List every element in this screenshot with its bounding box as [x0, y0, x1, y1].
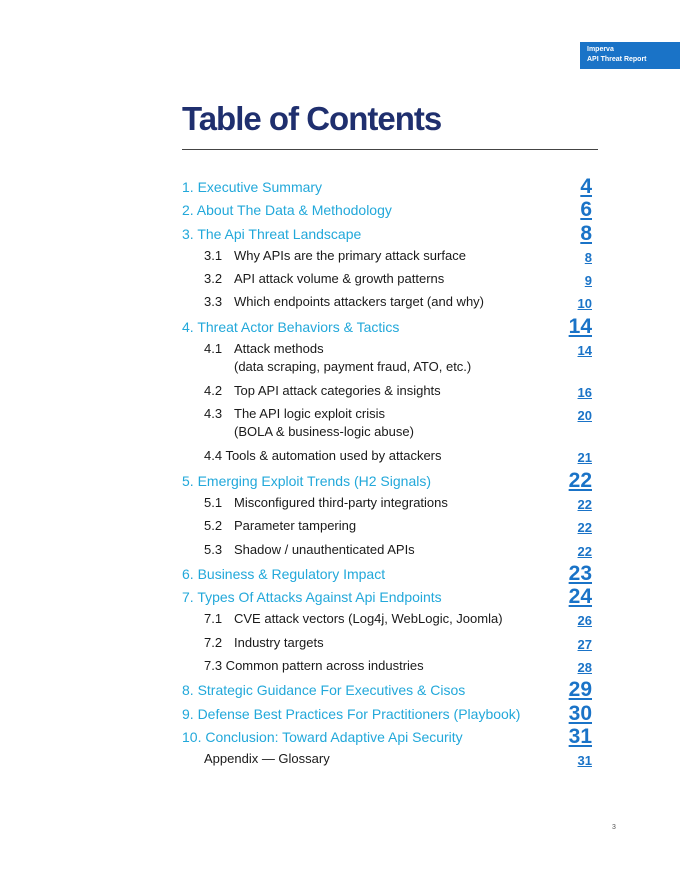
toc-entry[interactable]: [182, 315, 592, 338]
toc-entry[interactable]: [182, 245, 592, 268]
toc-entry-text: [182, 562, 385, 586]
toc-entry-label-group: [182, 469, 431, 493]
toc-page-link[interactable]: 22: [568, 468, 592, 492]
toc-entry-number: 3.2: [204, 271, 223, 287]
toc-page-link[interactable]: 9: [584, 273, 592, 289]
toc-entry[interactable]: [182, 678, 592, 701]
toc-entry-text: [204, 245, 466, 265]
toc-entry-label-group: [182, 725, 463, 749]
toc-entry-label: Why APIs are the primary attack surface: [234, 247, 466, 263]
toc-entry-label: API attack volume & growth patterns: [234, 271, 445, 287]
toc-entry[interactable]: [182, 198, 592, 221]
toc-entry-label: 5. Emerging Exploit Trends (H2 Signals): [182, 472, 431, 489]
toc-entry-label: Appendix — Glossary: [204, 751, 330, 767]
toc-entry-label: Shadow / unauthenticated APIs: [234, 541, 415, 557]
toc-entry-label-group: [182, 198, 392, 222]
toc-entry-text: [204, 291, 484, 311]
toc-entry-label-group: [234, 541, 415, 559]
toc-entry-label: 9. Defense Best Practices For Practitioners (Playbook): [182, 705, 521, 722]
toc-entry-text: [204, 748, 330, 768]
title-divider: [182, 149, 598, 150]
toc-entry-label: 2. About The Data & Methodology: [182, 202, 392, 219]
toc-entry-number: 7.2: [204, 634, 223, 650]
toc-entry-label: 1. Executive Summary: [182, 179, 323, 195]
toc-entry-text: [204, 403, 414, 441]
toc-entry-label: Which endpoints attackers target (and why): [234, 294, 485, 310]
toc-entry[interactable]: [182, 469, 592, 492]
toc-page-link[interactable]: 31: [568, 724, 592, 748]
toc-page-link[interactable]: 8: [584, 249, 592, 265]
toc-entry-number: 5.2: [204, 518, 223, 534]
toc-page-link[interactable]: 26: [577, 613, 592, 629]
page-number: 3: [612, 824, 616, 831]
toc-entry-number: 4.2: [204, 383, 223, 399]
toc-entry-label: 6. Business & Regulatory Impact: [182, 565, 386, 582]
toc-entry-label-group: [234, 405, 414, 441]
toc-entry-label: Attack methods: [234, 341, 324, 357]
toc-entry-text: [204, 268, 444, 288]
toc-entry-label: Top API attack categories & insights: [234, 383, 441, 399]
toc-entry-text: [182, 678, 465, 702]
toc-entry-label: 10. Conclusion: Toward Adaptive Api Security: [182, 728, 463, 745]
toc-entry-text: [204, 608, 503, 628]
tab-report-name: API Threat Report: [587, 56, 647, 63]
toc-page-link[interactable]: 10: [577, 296, 592, 312]
toc-entry[interactable]: [182, 562, 592, 585]
toc-entry[interactable]: [182, 380, 592, 403]
toc-entry[interactable]: [182, 268, 592, 291]
toc-entry-label: Parameter tampering: [234, 518, 357, 534]
toc-entry-label-group: [204, 657, 424, 675]
toc-page-link[interactable]: 22: [577, 543, 592, 559]
toc-entry-label-group: [182, 175, 322, 199]
toc-entry-label: Misconfigured third-party integrations: [234, 494, 448, 510]
toc-page-link[interactable]: 31: [577, 753, 592, 769]
toc-entry-label-group: [182, 562, 385, 586]
toc-entry-label-group: [182, 315, 399, 339]
toc-entry-text: [204, 632, 324, 652]
toc-entry-label-group: [182, 222, 361, 246]
toc-page-link[interactable]: 23: [568, 561, 592, 585]
toc-page-link[interactable]: 8: [580, 221, 592, 245]
toc-entry[interactable]: [182, 585, 592, 608]
toc-entry-label-group: [182, 678, 465, 702]
page-title: Table of Contents: [182, 100, 442, 137]
toc-entry-label: 8. Strategic Guidance For Executives & Cisos: [182, 682, 466, 699]
toc-entry-label-continued: (BOLA & business-logic abuse): [234, 424, 414, 440]
report-tab: [580, 42, 680, 69]
toc-entry-label: CVE attack vectors (Log4j, WebLogic, Joomla): [234, 611, 503, 627]
toc-page-link[interactable]: 22: [577, 520, 592, 536]
toc-page-link[interactable]: 4: [580, 175, 592, 198]
toc-entry[interactable]: [182, 608, 592, 631]
toc-entry-text: [204, 445, 442, 465]
toc-entry[interactable]: [182, 492, 592, 515]
toc-entry-number: 3.3: [204, 294, 223, 310]
toc-page-link[interactable]: 22: [577, 496, 592, 512]
toc-entry-text: [182, 175, 322, 199]
toc-entry-label: The API logic exploit crisis: [234, 406, 386, 422]
toc-entry-label-group: [234, 247, 466, 265]
toc-entry[interactable]: [182, 748, 592, 771]
toc-page-link[interactable]: 24: [568, 585, 592, 609]
toc-entry-text: [182, 469, 431, 493]
toc-entry[interactable]: [182, 655, 592, 678]
toc-entry-label-group: [234, 634, 324, 652]
toc-entry-number: 5.3: [204, 541, 223, 557]
toc-entry-number: 3.1: [204, 247, 223, 263]
toc-entry-label-continued: (data scraping, payment fraud, ATO, etc.): [234, 359, 472, 375]
toc-entry-label-group: [234, 610, 503, 628]
toc-entry-text: [204, 655, 424, 675]
toc-entry-label-group: [234, 517, 356, 535]
toc-entry-text: [204, 380, 441, 400]
toc-entry-text: [182, 222, 361, 246]
table-of-contents: [182, 175, 592, 772]
toc-page-link[interactable]: 6: [580, 198, 592, 222]
toc-page-link[interactable]: 30: [568, 701, 592, 725]
toc-entry-text: [182, 198, 392, 222]
toc-entry[interactable]: [182, 291, 592, 314]
toc-entry[interactable]: [182, 175, 592, 198]
toc-entry-number: 4.3: [204, 406, 223, 422]
toc-entry-label-group: [234, 494, 448, 512]
toc-entry[interactable]: [182, 702, 592, 725]
toc-entry-label: 4. Threat Actor Behaviors & Tactics: [182, 318, 400, 335]
toc-entry-label-group: [234, 270, 444, 288]
toc-entry[interactable]: [182, 222, 592, 245]
toc-page-link[interactable]: 29: [568, 678, 592, 702]
toc-entry-number: 4.1: [204, 341, 223, 357]
toc-entry[interactable]: [182, 515, 592, 538]
toc-entry-label-group: [182, 702, 520, 726]
toc-entry-text: [204, 515, 356, 535]
toc-entry-text: [182, 315, 399, 339]
toc-entry-label: 3. The Api Threat Landscape: [182, 225, 362, 242]
toc-entry-text: [204, 492, 448, 512]
toc-entry[interactable]: [182, 338, 592, 380]
toc-page-link[interactable]: 21: [577, 450, 592, 466]
toc-entry-label: 7.3 Common pattern across industries: [204, 658, 424, 674]
toc-entry[interactable]: [182, 445, 592, 468]
toc-entry-text: [182, 725, 463, 749]
toc-entry-text: [204, 338, 471, 376]
toc-entry-label-group: [234, 340, 471, 376]
toc-entry-label-group: [204, 750, 330, 768]
toc-page-link[interactable]: 28: [577, 660, 592, 676]
toc-entry-number: 7.1: [204, 611, 223, 627]
toc-page-link[interactable]: 14: [577, 343, 592, 359]
toc-entry[interactable]: [182, 403, 592, 445]
toc-page-link[interactable]: 14: [568, 314, 592, 338]
toc-entry[interactable]: [182, 539, 592, 562]
toc-entry-label: 7. Types Of Attacks Against Api Endpoints: [182, 589, 442, 606]
tab-brand: Imperva: [587, 46, 614, 53]
toc-entry-label: 4.4 Tools & automation used by attackers: [204, 448, 442, 464]
toc-page-link[interactable]: 20: [577, 408, 592, 424]
toc-entry-text: [182, 702, 520, 726]
toc-entry-label-group: [234, 293, 484, 311]
toc-entry[interactable]: [182, 632, 592, 655]
toc-entry-label-group: [182, 585, 442, 609]
toc-entry-label-group: [234, 382, 441, 400]
toc-entry-text: [204, 539, 415, 559]
toc-entry-label: Industry targets: [234, 634, 324, 650]
toc-entry-number: 5.1: [204, 494, 223, 510]
toc-page-link[interactable]: 16: [577, 385, 592, 401]
toc-page-link[interactable]: 27: [577, 636, 592, 652]
toc-entry-text: [182, 585, 442, 609]
toc-entry[interactable]: [182, 725, 592, 748]
toc-entry-label-group: [204, 447, 442, 465]
